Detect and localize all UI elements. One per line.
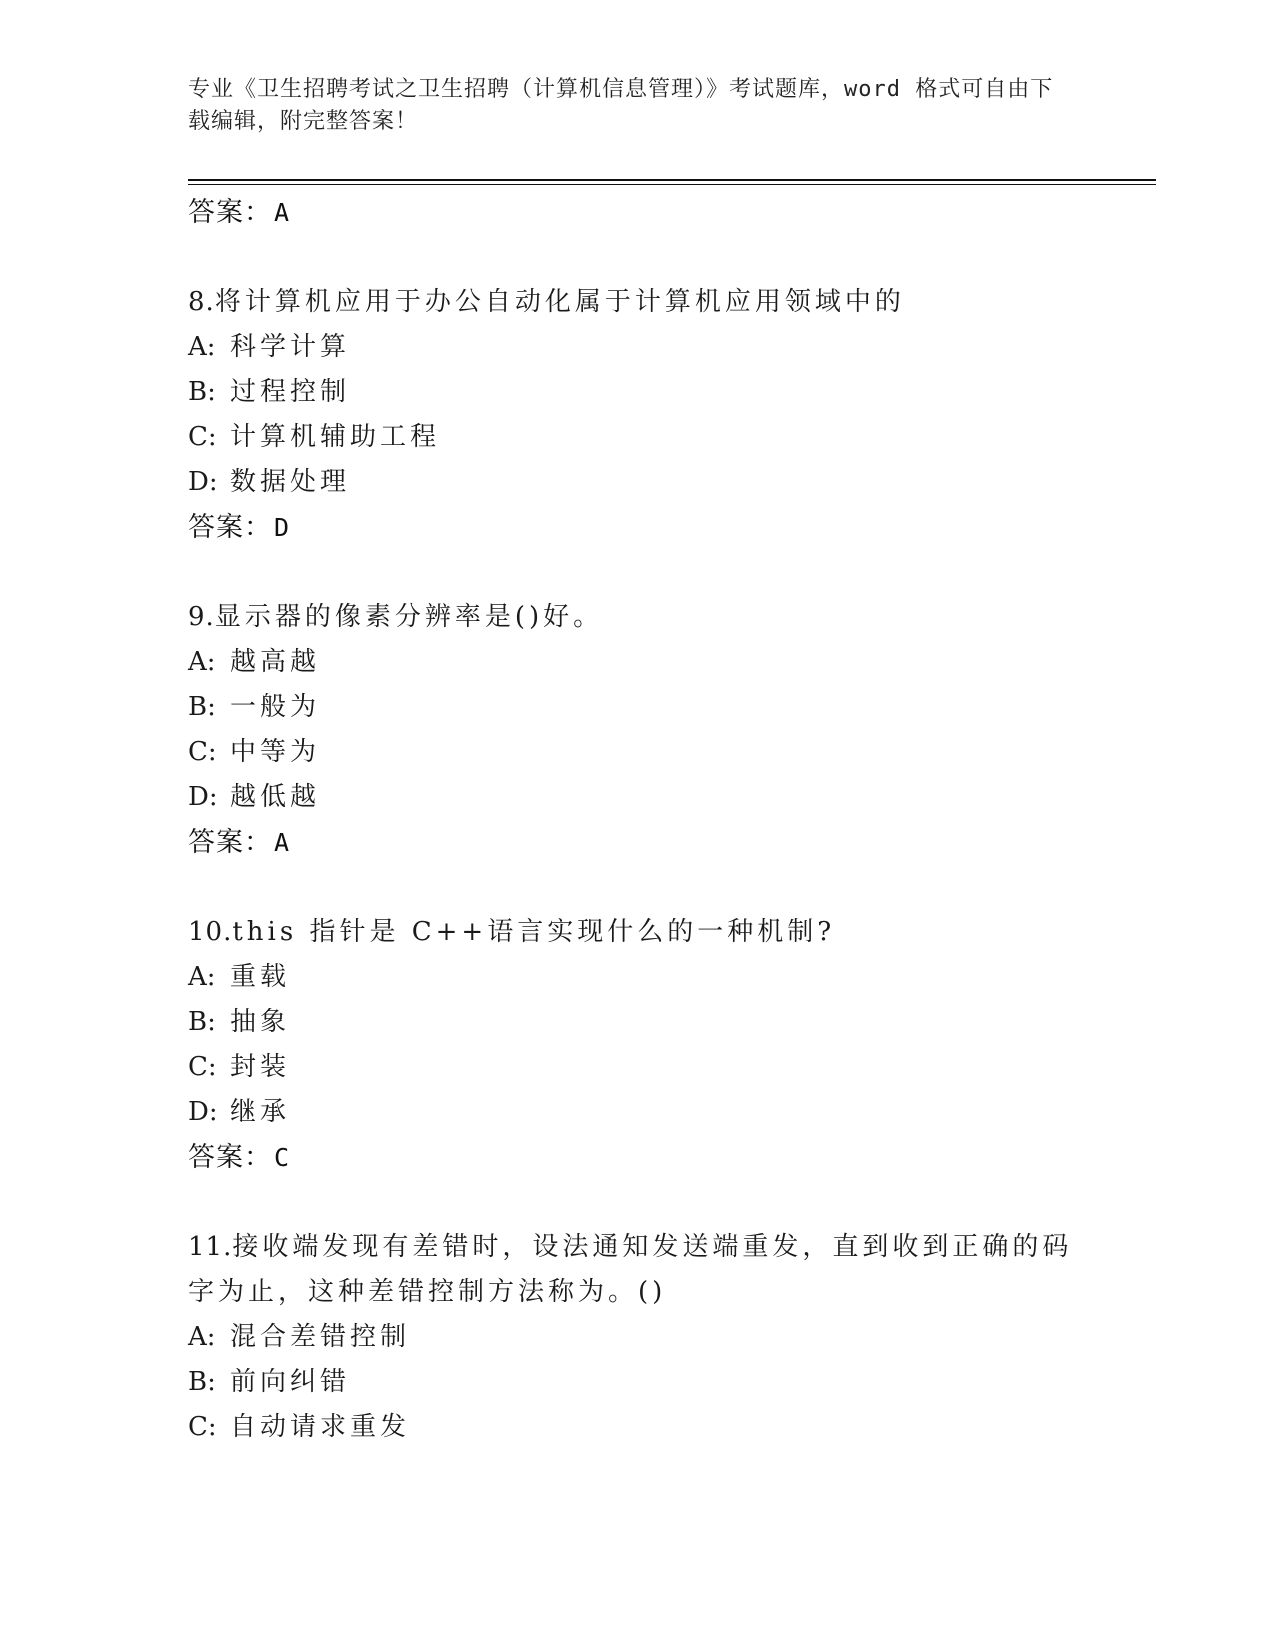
option-text: 封装 [230,1052,291,1082]
option-key: C: [188,737,217,767]
option-text: 科学计算 [230,332,351,362]
option-text: 重载 [230,962,291,992]
question-number: 9. [188,602,215,632]
option-a [188,955,1088,1000]
question-text: 接收端发现有差错时，设法通知发送端重发，直到收到正确的码字为止，这种差错控制方法称为。() [188,1232,1073,1307]
option-b [188,685,1088,730]
option-text: 前向纠错 [230,1367,351,1397]
question-number: 11. [188,1232,233,1262]
option-text: 中等为 [230,737,321,767]
answer-value: D [274,513,291,542]
option-text: 抽象 [230,1007,291,1037]
answer-value: A [274,828,291,857]
question-9 [188,595,1088,866]
option-text: 继承 [230,1097,291,1127]
answer-line [188,1135,1088,1181]
answer-label: 答案： [188,827,272,858]
option-c [188,415,1088,460]
option-text: 计算机辅助工程 [230,422,441,452]
option-key: C: [188,1052,217,1082]
option-key: D: [188,782,218,812]
option-a [188,640,1088,685]
answer-label: 答案： [188,512,272,543]
document-intro: 专业《卫生招聘考试之卫生招聘（计算机信息管理）》考试题库，word 格式可自由下载编辑，附完整答案！ [188,77,1054,134]
option-key: A: [188,647,216,677]
answer-line [188,820,1088,866]
question-title [188,1225,1088,1315]
option-key: A: [188,1322,216,1352]
option-key: D: [188,467,218,497]
option-key: A: [188,332,216,362]
option-key: B: [188,692,216,722]
option-text: 混合差错控制 [230,1322,411,1352]
option-key: D: [188,1097,218,1127]
option-key: C: [188,422,217,452]
option-key: B: [188,377,216,407]
option-key: B: [188,1367,216,1397]
question-number: 10. [188,917,233,947]
option-key: C: [188,1412,217,1442]
question-text: 将计算机应用于办公自动化属于计算机应用领域中的 [214,287,905,317]
question-10 [188,910,1088,1181]
option-key: A: [188,962,216,992]
question-title [188,595,1088,640]
option-text: 数据处理 [230,467,351,497]
option-text: 一般为 [230,692,321,722]
option-text: 越低越 [230,782,321,812]
question-text: this 指针是 C++语言实现什么的一种机制? [232,917,836,947]
answer-value: C [274,1143,291,1172]
option-d [188,775,1088,820]
option-b [188,370,1088,415]
question-11 [188,1225,1088,1450]
question-title [188,280,1088,325]
question-title [188,910,1088,955]
option-key: B: [188,1007,216,1037]
question-text: 显示器的像素分辨率是()好。 [214,602,604,632]
option-d [188,460,1088,505]
option-a [188,325,1088,370]
option-text: 自动请求重发 [230,1412,411,1442]
option-a [188,1315,1088,1360]
question-list [188,190,1088,1450]
header-divider-thick [188,179,1156,181]
option-b [188,1000,1088,1045]
answer-label: 答案： [188,197,272,228]
answer-label: 答案： [188,1142,272,1173]
option-c [188,1405,1088,1450]
header-divider-thin [188,184,1156,185]
option-c [188,730,1088,775]
option-b [188,1360,1088,1405]
answer-line [188,505,1088,551]
question-number: 8. [188,287,215,317]
answer-value: A [274,198,291,227]
option-c [188,1045,1088,1090]
option-d [188,1090,1088,1135]
option-text: 过程控制 [230,377,351,407]
option-text: 越高越 [230,647,321,677]
answer-line [188,190,1088,236]
question-8 [188,280,1088,551]
